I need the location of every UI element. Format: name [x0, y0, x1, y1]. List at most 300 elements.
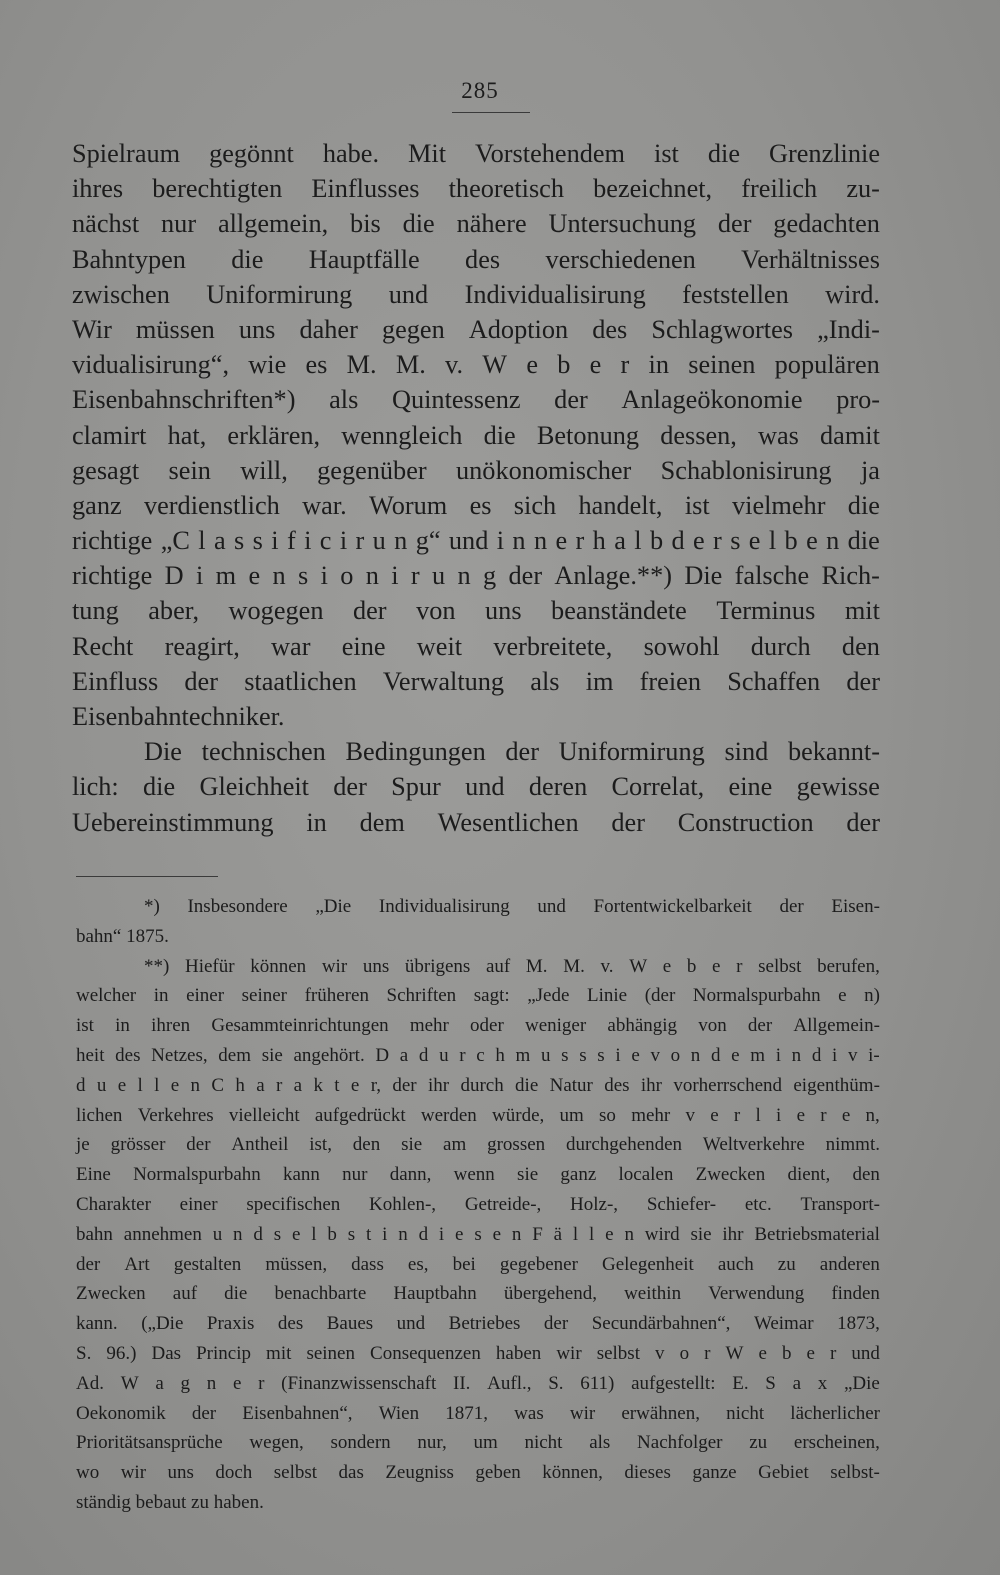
- word: in: [648, 350, 669, 380]
- word: die: [847, 490, 880, 520]
- word: erklären,: [227, 420, 321, 450]
- word: Natur: [549, 1074, 593, 1096]
- word: durch: [460, 1074, 504, 1096]
- word: und: [537, 896, 566, 917]
- word: und: [396, 1313, 426, 1335]
- word: dessen,: [660, 420, 737, 450]
- word: (Finanzwissenschaft: [281, 1372, 437, 1394]
- word: Eisenbahntechniker.: [72, 702, 285, 731]
- word: und: [465, 772, 505, 802]
- word: Eisen-: [831, 896, 880, 917]
- word: Anlageökonomie: [621, 385, 803, 415]
- word: geben: [475, 1462, 521, 1484]
- word: sie: [261, 1044, 283, 1066]
- word: Das: [151, 1342, 182, 1364]
- word: r: [459, 1044, 466, 1066]
- word: Eine: [76, 1164, 111, 1186]
- word: i: [339, 526, 348, 556]
- word: a: [256, 1074, 265, 1096]
- word: h: [592, 526, 606, 556]
- word: durch: [750, 631, 811, 661]
- word: (der: [644, 985, 676, 1007]
- word: der: [508, 561, 543, 591]
- footnote-line: [76, 1458, 880, 1488]
- word: h: [235, 1074, 245, 1096]
- word: Recht: [72, 631, 134, 661]
- word: e: [631, 1044, 640, 1066]
- word: c: [319, 526, 332, 556]
- page-number: 285: [461, 78, 499, 103]
- word: zu: [777, 1253, 796, 1275]
- word: weit: [416, 631, 463, 661]
- word: gegen: [381, 314, 445, 344]
- word: ganz: [560, 1164, 597, 1186]
- body-line: [72, 206, 880, 241]
- word: Hauptbahn: [393, 1283, 477, 1305]
- word: s: [347, 1223, 356, 1245]
- word: bei: [452, 1253, 476, 1275]
- word: aber,: [148, 596, 200, 626]
- body-line: [72, 734, 880, 769]
- word: uns: [362, 955, 390, 977]
- body-line: [72, 136, 880, 171]
- word: gegenüber: [317, 455, 427, 485]
- word: die: [483, 420, 516, 450]
- word: Betriebsmaterial: [754, 1223, 880, 1245]
- word: reagirt,: [164, 631, 240, 661]
- word: e: [492, 1223, 502, 1245]
- footnote-line: [76, 1041, 880, 1071]
- footnote-line: [76, 981, 880, 1011]
- word: i: [271, 526, 279, 556]
- word: Wir: [72, 314, 112, 344]
- word: wir: [556, 1342, 582, 1364]
- word: kann.: [76, 1313, 118, 1335]
- word: Eisenbahnen“,: [242, 1402, 353, 1424]
- word: selbst: [596, 1342, 640, 1364]
- word: i: [438, 1223, 445, 1245]
- word: Individualisirung: [464, 279, 646, 309]
- word: s: [474, 1223, 482, 1245]
- word: n,: [865, 1104, 880, 1126]
- word: ganz: [72, 490, 122, 520]
- word: II.: [453, 1372, 471, 1394]
- word: dem: [359, 807, 405, 837]
- word: selbst: [273, 1462, 318, 1484]
- word: f: [286, 526, 296, 556]
- word: Uniformirung: [206, 279, 353, 309]
- word: der: [505, 737, 539, 767]
- word: des: [277, 1313, 304, 1335]
- word: weniger: [525, 1015, 587, 1037]
- word: Construction: [677, 807, 814, 837]
- word: der: [186, 1134, 211, 1156]
- word: grösser: [110, 1134, 166, 1156]
- word: der: [747, 1015, 773, 1037]
- word: als: [589, 1432, 611, 1454]
- word: i: [382, 1223, 388, 1245]
- word: v: [650, 1044, 660, 1066]
- word: specifischen: [246, 1193, 341, 1215]
- word: können,: [542, 1462, 603, 1484]
- word: e: [117, 1074, 127, 1096]
- word: e: [710, 1104, 719, 1126]
- word: Schriften: [386, 985, 457, 1007]
- word: gegebener: [499, 1253, 578, 1275]
- word: damit: [820, 420, 880, 450]
- word: a: [792, 1372, 802, 1394]
- word: x: [817, 1372, 828, 1394]
- word: e: [455, 1223, 464, 1245]
- word: b: [686, 955, 697, 977]
- word: sich: [513, 490, 557, 520]
- word: gegönnt: [209, 139, 294, 168]
- word: c: [476, 1044, 485, 1066]
- word: finden: [831, 1283, 880, 1305]
- word: als: [530, 666, 560, 696]
- word: ständig: [76, 1491, 136, 1513]
- word: n: [457, 561, 471, 591]
- word: n): [864, 985, 880, 1007]
- word: l: [198, 526, 206, 556]
- body-text: [72, 136, 880, 840]
- word: Schlagwortes: [651, 314, 794, 344]
- word: g: [483, 561, 497, 591]
- word: i: [391, 561, 399, 591]
- word: o: [670, 1044, 681, 1066]
- word: nicht: [524, 1432, 563, 1454]
- word: etc.: [744, 1193, 772, 1215]
- word: den: [841, 631, 880, 661]
- word: Holz-,: [570, 1193, 619, 1215]
- word: ja: [860, 455, 880, 485]
- word: l: [634, 526, 642, 556]
- footnote-line: [76, 1101, 880, 1131]
- word: „Die: [315, 896, 352, 917]
- word: v: [655, 1342, 665, 1364]
- word: e: [589, 350, 602, 380]
- word: so: [599, 1104, 616, 1126]
- footnote-line: [76, 1488, 880, 1518]
- word: e: [526, 350, 538, 380]
- word: seinen: [306, 1342, 355, 1364]
- word: Spur: [391, 772, 441, 802]
- word: wir: [321, 955, 348, 977]
- word: bahn“: [76, 925, 127, 947]
- word: e: [758, 1342, 767, 1364]
- word: Weimar: [753, 1313, 814, 1335]
- word: r: [355, 526, 365, 556]
- word: und: [851, 1342, 880, 1364]
- word: t: [334, 1074, 340, 1096]
- word: der: [392, 1074, 417, 1096]
- word: e: [170, 1074, 180, 1096]
- word: d: [253, 1223, 263, 1245]
- footnote-line: [76, 1071, 880, 1101]
- word: r: [829, 1342, 837, 1364]
- word: will,: [240, 455, 288, 485]
- word: s: [579, 1044, 587, 1066]
- word: E.: [732, 1372, 749, 1394]
- word: Uebereinstimmung: [72, 807, 274, 837]
- word: e: [232, 1372, 242, 1394]
- body-line: [72, 593, 880, 628]
- word: n: [511, 1223, 522, 1245]
- word: des: [592, 314, 628, 344]
- word: anderen: [819, 1253, 880, 1275]
- word: freien: [639, 666, 701, 696]
- word: der: [352, 596, 387, 626]
- footnote-line: [76, 1190, 880, 1220]
- word: Grenzlinie: [769, 139, 880, 168]
- word: deren: [528, 772, 588, 802]
- body-line: [72, 769, 880, 804]
- word: je: [76, 1134, 90, 1156]
- word: n: [624, 1223, 634, 1245]
- word: gewisse: [796, 772, 880, 802]
- word: ihr: [640, 1074, 662, 1096]
- word: e: [291, 1223, 301, 1245]
- word: Allgemein-: [793, 1015, 880, 1037]
- word: mehr: [409, 1015, 449, 1037]
- word: dass: [351, 1253, 384, 1275]
- word: seinen: [688, 350, 756, 380]
- word: sind: [724, 737, 769, 767]
- word: kann: [283, 1164, 320, 1186]
- word: n: [190, 1074, 200, 1096]
- word: berufen,: [817, 955, 880, 977]
- word: die: [515, 1074, 539, 1096]
- word: heit: [76, 1044, 105, 1066]
- word: v: [685, 1104, 695, 1126]
- word: sondern: [330, 1432, 391, 1454]
- word: clamirt: [72, 420, 147, 450]
- word: zu: [749, 1432, 768, 1454]
- word: r: [736, 955, 743, 977]
- footnote-line: [76, 1011, 880, 1041]
- word: freilich: [741, 174, 818, 204]
- word: als: [329, 385, 359, 415]
- word: staatlichen: [244, 666, 357, 696]
- word: C: [211, 1074, 225, 1096]
- word: ist,: [309, 1134, 332, 1156]
- word: a: [213, 526, 226, 556]
- word: m: [750, 1044, 766, 1066]
- word: vielleicht: [228, 1104, 300, 1126]
- word: S: [765, 1372, 776, 1394]
- body-line: [72, 418, 880, 453]
- word: bekannt-: [787, 737, 880, 767]
- word: Netzes,: [151, 1044, 208, 1066]
- word: W: [482, 350, 508, 380]
- word: Kohlen-,: [369, 1193, 437, 1215]
- word: des: [465, 244, 501, 274]
- word: s: [234, 526, 245, 556]
- word: Terminus: [716, 596, 816, 626]
- word: gesagt: [72, 455, 140, 485]
- word: e: [841, 1104, 851, 1126]
- word: n: [206, 1372, 217, 1394]
- word: i: [320, 561, 328, 591]
- word: b: [649, 526, 664, 556]
- word: technischen: [201, 737, 326, 767]
- word: a: [293, 1074, 303, 1096]
- word: nimmt.: [825, 1134, 880, 1156]
- word: um: [473, 1432, 498, 1454]
- word: Anlage.**): [554, 561, 672, 591]
- word: der: [554, 385, 588, 415]
- word: r: [276, 1074, 283, 1096]
- word: früheren: [304, 985, 369, 1007]
- body-line: [72, 242, 880, 277]
- word: wogegen: [228, 596, 324, 626]
- word: lächerlicher: [790, 1402, 880, 1424]
- word: M.: [346, 350, 377, 380]
- word: wird: [644, 1223, 680, 1245]
- word: eigenthüm-: [793, 1074, 880, 1096]
- word: nähere: [456, 209, 527, 239]
- word: das: [338, 1462, 364, 1484]
- word: ä: [553, 1223, 563, 1245]
- word: Verwendung: [708, 1283, 805, 1305]
- word: den: [352, 1134, 381, 1156]
- footnote-line: [76, 892, 880, 922]
- word: der: [333, 772, 367, 802]
- word: n: [398, 1223, 408, 1245]
- word: Praxis: [206, 1313, 255, 1335]
- word: durchgehenden: [566, 1134, 683, 1156]
- word: l: [154, 1074, 160, 1096]
- word: l: [572, 1223, 579, 1245]
- word: r: [820, 1104, 827, 1126]
- word: selbst: [758, 955, 802, 977]
- word: l: [589, 1223, 595, 1245]
- footnote-line: [76, 922, 880, 952]
- word: d: [710, 1044, 721, 1066]
- word: M.: [395, 350, 426, 380]
- word: des: [604, 1074, 630, 1096]
- word: a: [399, 1044, 409, 1066]
- word: tung: [72, 596, 119, 626]
- word: e: [555, 526, 568, 556]
- word: dann,: [389, 1164, 432, 1186]
- word: Consequenzen: [370, 1342, 481, 1364]
- word: beanständete: [551, 596, 687, 626]
- word: ihr: [722, 1223, 744, 1245]
- word: nicht: [726, 1402, 765, 1424]
- word: Schaffen: [727, 666, 821, 696]
- word: sagt:: [473, 985, 510, 1007]
- word: Correlat,: [611, 772, 705, 802]
- word: die: [847, 526, 880, 556]
- word: uns: [238, 314, 276, 344]
- word: die: [231, 244, 264, 274]
- word: pro-: [836, 385, 880, 415]
- word: die: [143, 772, 176, 802]
- word: M.: [563, 955, 585, 977]
- word: a: [614, 526, 626, 556]
- word: e: [748, 526, 761, 556]
- footnote-line: [76, 1130, 880, 1160]
- word: Oekonomik: [76, 1402, 166, 1424]
- word: d: [811, 1044, 822, 1066]
- word: am: [443, 1134, 467, 1156]
- word: wie: [248, 350, 287, 380]
- word: falsche: [734, 561, 810, 591]
- word: n: [826, 526, 840, 556]
- word: n: [512, 526, 526, 556]
- body-line: [72, 382, 880, 417]
- word: war.: [302, 490, 347, 520]
- word: übergehend,: [503, 1283, 597, 1305]
- word: i: [615, 1044, 621, 1066]
- word: wo: [76, 1462, 100, 1484]
- word: wenn: [453, 1164, 495, 1186]
- word: nächst: [72, 209, 140, 239]
- word: v.: [445, 350, 464, 380]
- footnote-line: [76, 1339, 880, 1369]
- word: vidualisirung“,: [72, 350, 230, 380]
- word: werden: [420, 1104, 477, 1126]
- word: vielmehr: [732, 490, 826, 520]
- word: Fortentwickelbarkeit: [593, 896, 752, 917]
- word: bezeichnet,: [593, 174, 713, 204]
- word: von: [698, 1015, 727, 1037]
- word: doch: [215, 1462, 253, 1484]
- word: D: [164, 561, 184, 591]
- word: d: [76, 1074, 86, 1096]
- word: des: [115, 1044, 141, 1066]
- word: Betriebes: [448, 1313, 521, 1335]
- word: Gleichheit: [199, 772, 309, 802]
- footnote-line: [76, 952, 880, 982]
- word: Individualisirung: [378, 896, 510, 917]
- word: wegen,: [249, 1432, 304, 1454]
- word: allgemein,: [217, 209, 329, 239]
- word: Transport-: [800, 1193, 880, 1215]
- word: e: [248, 561, 261, 591]
- word: benachbarte: [274, 1283, 367, 1305]
- word: v.: [600, 955, 614, 977]
- word: populären: [774, 350, 880, 380]
- word: b: [557, 350, 571, 380]
- word: Einflusses: [311, 174, 420, 204]
- word: übrigens: [404, 955, 471, 977]
- word: eine: [341, 631, 386, 661]
- word: e: [838, 985, 847, 1007]
- word: g: [180, 1372, 191, 1394]
- word: 611): [580, 1372, 615, 1394]
- word: sie: [690, 1223, 712, 1245]
- word: D: [375, 1044, 390, 1066]
- word: welcher: [76, 985, 137, 1007]
- word: eine: [728, 772, 773, 802]
- word: uns: [167, 1462, 194, 1484]
- word: e: [662, 955, 672, 977]
- word: die: [224, 1283, 248, 1305]
- word: mit: [266, 1342, 292, 1364]
- word: der: [184, 666, 218, 696]
- word: i-: [868, 1044, 880, 1066]
- word: n: [690, 1044, 701, 1066]
- word: e: [350, 1074, 360, 1096]
- word: o: [340, 561, 354, 591]
- word: r: [733, 1104, 741, 1126]
- word: n: [791, 1044, 802, 1066]
- word: F: [532, 1223, 543, 1245]
- word: „C: [160, 526, 190, 556]
- word: M.: [525, 955, 548, 977]
